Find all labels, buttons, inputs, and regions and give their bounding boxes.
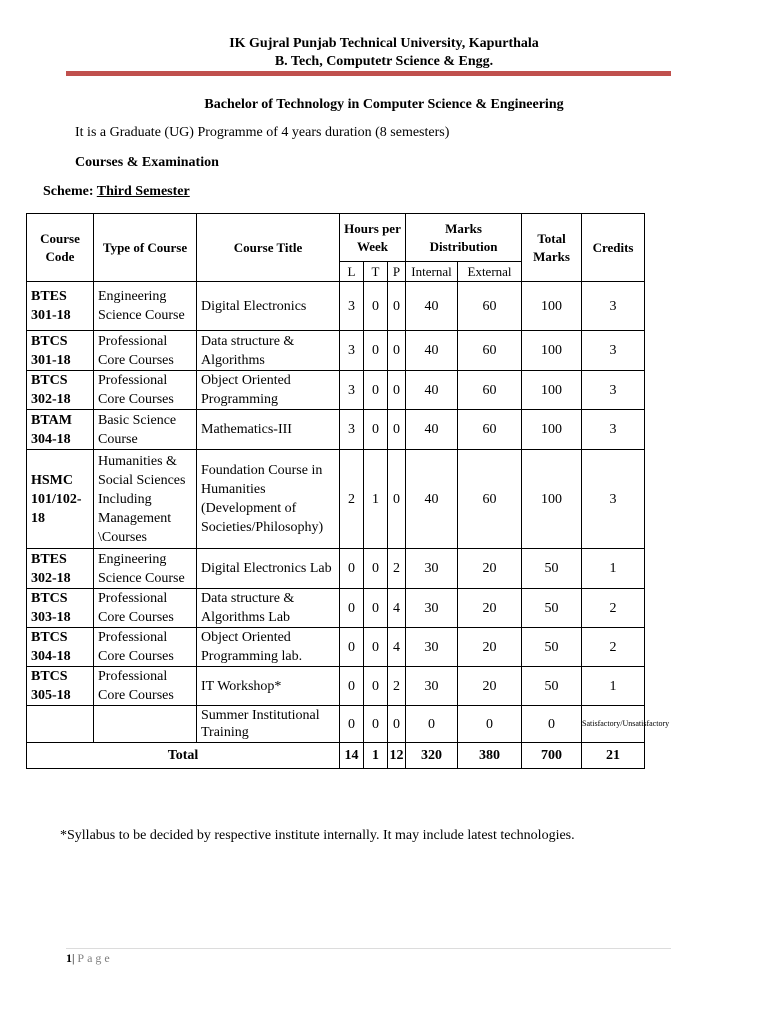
header-internal: Internal	[406, 262, 458, 282]
scheme-value: Third Semester	[96, 184, 190, 199]
course-title: Object Oriented Programming lab.	[197, 628, 340, 667]
course-type: Professional Core Courses	[94, 331, 197, 371]
marks-external: 60	[458, 331, 522, 371]
table-row	[27, 706, 645, 743]
course-title: Object Oriented Programming	[197, 371, 340, 410]
total-t: 1	[364, 743, 388, 769]
course-type: Professional Core Courses	[94, 628, 197, 667]
hours-p: 4	[388, 589, 406, 628]
scheme-label-text: Scheme:	[43, 184, 94, 199]
course-type: Engineering Science Course	[94, 282, 197, 331]
credits: 1	[582, 549, 645, 589]
total-marks: 50	[522, 628, 582, 667]
course-code: HSMC 101/102-18	[27, 450, 94, 549]
total-marks: 100	[522, 331, 582, 371]
hours-p: 0	[388, 331, 406, 371]
marks-internal: 30	[406, 667, 458, 706]
header-title: Course Title	[197, 214, 340, 282]
marks-external: 60	[458, 371, 522, 410]
marks-internal: 30	[406, 589, 458, 628]
hours-t: 0	[364, 706, 388, 743]
hours-l: 0	[340, 628, 364, 667]
header-divider	[66, 71, 671, 76]
table-row	[27, 549, 645, 589]
header-external: External	[458, 262, 522, 282]
course-title: Summer Institutional Training	[197, 706, 340, 743]
course-code: BTAM 304-18	[27, 410, 94, 450]
hours-p: 2	[388, 549, 406, 589]
total-marks: 50	[522, 549, 582, 589]
page-number: 1	[66, 951, 72, 965]
hours-p: 0	[388, 706, 406, 743]
section-heading: Courses & Examination	[75, 155, 219, 170]
page-word: Page	[77, 951, 113, 965]
scheme-label	[43, 184, 190, 200]
footer-divider	[66, 948, 671, 949]
hours-t: 0	[364, 589, 388, 628]
hours-l: 0	[340, 589, 364, 628]
total-p: 12	[388, 743, 406, 769]
course-code	[27, 706, 94, 743]
marks-external: 20	[458, 628, 522, 667]
header-type: Type of Course	[94, 214, 197, 282]
total-marks: 100	[522, 410, 582, 450]
program-subtitle: B. Tech, Computetr Science & Engg.	[274, 54, 494, 69]
marks-internal: 40	[406, 410, 458, 450]
hours-l: 3	[340, 371, 364, 410]
total-marks: 50	[522, 589, 582, 628]
total-l: 14	[340, 743, 364, 769]
marks-internal: 0	[406, 706, 458, 743]
hours-t: 0	[364, 371, 388, 410]
course-code: BTES 302-18	[27, 549, 94, 589]
hours-t: 0	[364, 549, 388, 589]
hours-p: 0	[388, 282, 406, 331]
credits: 3	[582, 450, 645, 549]
credits: 3	[582, 371, 645, 410]
hours-l: 3	[340, 282, 364, 331]
hours-t: 0	[364, 282, 388, 331]
marks-external: 60	[458, 410, 522, 450]
course-type: Professional Core Courses	[94, 589, 197, 628]
course-title: Mathematics-III	[197, 410, 340, 450]
marks-external: 60	[458, 282, 522, 331]
table-row	[27, 410, 645, 450]
course-type: Engineering Science Course	[94, 549, 197, 589]
total-credits: 21	[582, 743, 645, 769]
total-marks: 100	[522, 450, 582, 549]
course-title: Data structure & Algorithms Lab	[197, 589, 340, 628]
marks-external: 60	[458, 450, 522, 549]
course-title: Data structure & Algorithms	[197, 331, 340, 371]
hours-l: 2	[340, 450, 364, 549]
marks-external: 20	[458, 549, 522, 589]
header-p: P	[388, 262, 406, 282]
course-type: Basic Science Course	[94, 410, 197, 450]
marks-internal: 40	[406, 371, 458, 410]
hours-l: 0	[340, 549, 364, 589]
course-title: Foundation Course in Humanities (Development of Societies/Philosophy)	[197, 450, 340, 549]
table-row	[27, 589, 645, 628]
hours-t: 0	[364, 331, 388, 371]
course-title: Digital Electronics Lab	[197, 549, 340, 589]
course-rows	[27, 282, 670, 769]
hours-t: 0	[364, 628, 388, 667]
total-internal: 320	[406, 743, 458, 769]
total-marks-sum: 700	[522, 743, 582, 769]
table-row	[27, 331, 645, 371]
course-code: BTES 301-18	[27, 282, 94, 331]
credits: Satisfactory/Unsatisfactory	[582, 706, 645, 743]
table-row	[27, 628, 645, 667]
total-marks: 50	[522, 667, 582, 706]
credits: 3	[582, 410, 645, 450]
marks-internal: 40	[406, 450, 458, 549]
document-title: Bachelor of Technology in Computer Science & Engineering	[204, 97, 564, 112]
header-total: Total Marks	[522, 214, 582, 282]
university-name: IK Gujral Punjab Technical University, Kapurthala	[229, 36, 539, 51]
marks-external: 20	[458, 667, 522, 706]
hours-l: 0	[340, 667, 364, 706]
hours-t: 0	[364, 410, 388, 450]
page-separator: |	[72, 951, 75, 965]
hours-p: 0	[388, 450, 406, 549]
hours-p: 0	[388, 371, 406, 410]
total-marks: 100	[522, 371, 582, 410]
page-footer	[66, 951, 113, 966]
header-l: L	[340, 262, 364, 282]
course-table	[26, 213, 670, 769]
table-row	[27, 667, 645, 706]
credits: 1	[582, 667, 645, 706]
credits: 2	[582, 628, 645, 667]
hours-p: 2	[388, 667, 406, 706]
course-code: BTCS 305-18	[27, 667, 94, 706]
course-title: Digital Electronics	[197, 282, 340, 331]
marks-internal: 40	[406, 331, 458, 371]
footnote: *Syllabus to be decided by respective institute internally. It may include latest technologies.	[60, 828, 575, 843]
total-row	[27, 743, 645, 769]
table-row	[27, 282, 645, 331]
course-type	[94, 706, 197, 743]
hours-l: 3	[340, 331, 364, 371]
header-t: T	[364, 262, 388, 282]
marks-external: 20	[458, 589, 522, 628]
hours-p: 4	[388, 628, 406, 667]
table-row	[27, 450, 645, 549]
total-marks: 0	[522, 706, 582, 743]
total-external: 380	[458, 743, 522, 769]
course-code: BTCS 302-18	[27, 371, 94, 410]
course-type: Professional Core Courses	[94, 371, 197, 410]
header-marks: Marks Distribution	[406, 214, 522, 262]
course-code: BTCS 303-18	[27, 589, 94, 628]
marks-internal: 30	[406, 628, 458, 667]
header-course-code: Course Code	[27, 214, 94, 282]
intro-text: It is a Graduate (UG) Programme of 4 years duration (8 semesters)	[75, 125, 450, 140]
header-hours: Hours per Week	[340, 214, 406, 262]
course-type: Professional Core Courses	[94, 667, 197, 706]
table-row	[27, 371, 645, 410]
marks-internal: 30	[406, 549, 458, 589]
credits: 3	[582, 331, 645, 371]
credits: 3	[582, 282, 645, 331]
hours-l: 3	[340, 410, 364, 450]
hours-p: 0	[388, 410, 406, 450]
course-code: BTCS 304-18	[27, 628, 94, 667]
hours-t: 0	[364, 667, 388, 706]
course-title: IT Workshop*	[197, 667, 340, 706]
marks-external: 0	[458, 706, 522, 743]
credits: 2	[582, 589, 645, 628]
total-marks: 100	[522, 282, 582, 331]
course-code: BTCS 301-18	[27, 331, 94, 371]
marks-internal: 40	[406, 282, 458, 331]
header-credits: Credits	[582, 214, 645, 282]
total-label: Total	[27, 743, 340, 769]
hours-t: 1	[364, 450, 388, 549]
course-type: Humanities & Social Sciences Including Management \Courses	[94, 450, 197, 549]
hours-l: 0	[340, 706, 364, 743]
